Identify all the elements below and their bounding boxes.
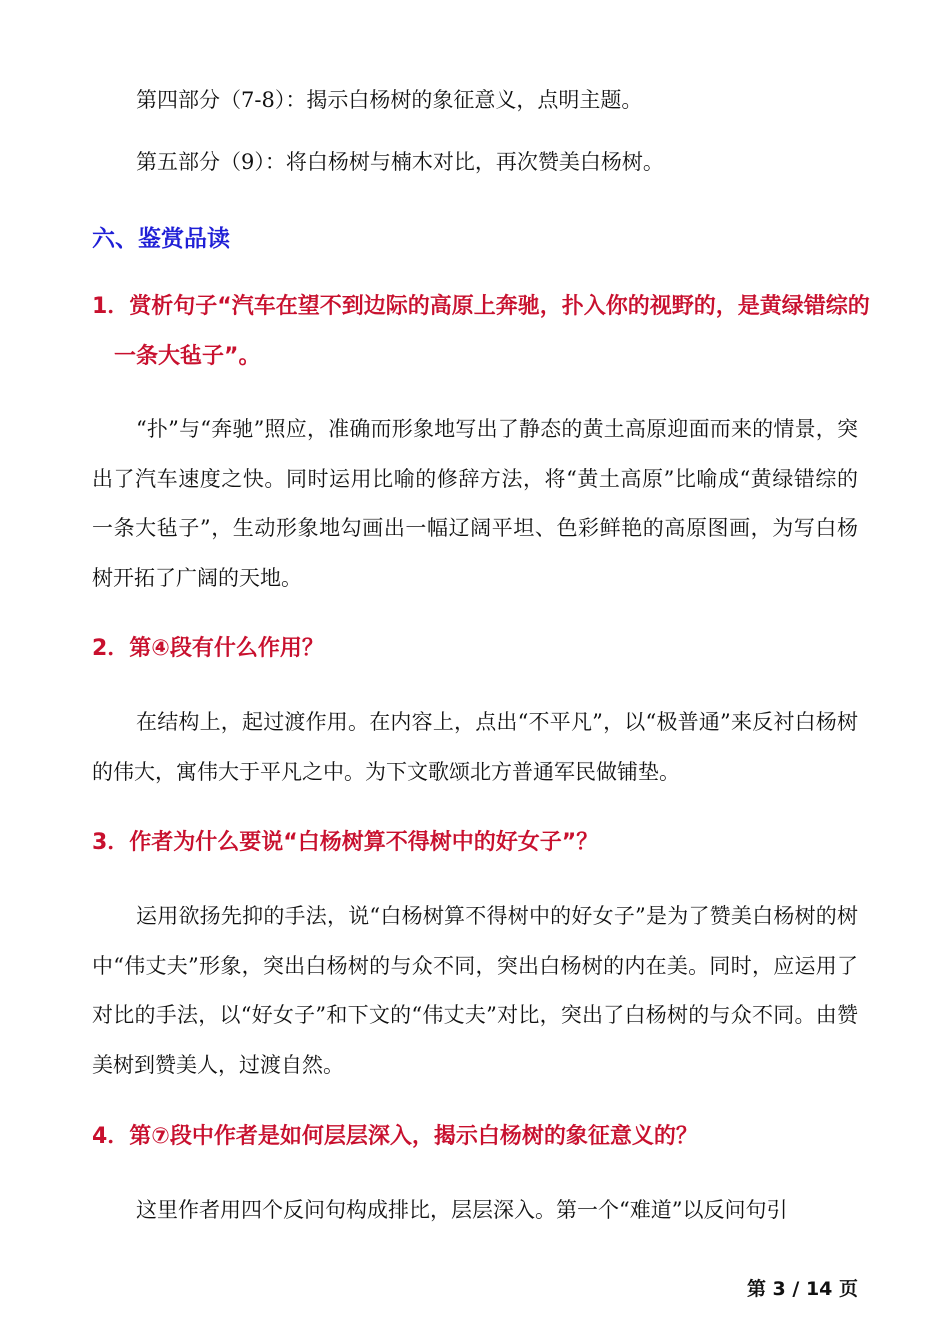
answer-paragraph-1: “扑”与“奔驰”照应，准确而形象地写出了静态的黄土高原迎面而来的情景，突出了汽车速度之快。同时运用比喻的修辞方法，将“黄土高原”比喻成“黄绿错综的一条大毡子”，生动形象地勾画出一幅辽阔平坦、色彩鲜艳的高原图画，为写白杨树开拓了广阔的天地。 xyxy=(92,417,858,590)
paragraph-part-four: 第四部分（7-8）：揭示白杨树的象征意义，点明主题。 xyxy=(136,88,643,112)
section-heading-appreciation: 六、鉴赏品读 xyxy=(92,226,230,252)
answer-paragraph-3: 运用欲扬先抑的手法，说“白杨树算不得树中的好女子”是为了赞美白杨树的树中“伟丈夫”形象，突出白杨树的与众不同，突出白杨树的内在美。同时，应运用了对比的手法，以“好女子”和下文的“伟丈夫”对比，突出了白杨树的与众不同。由赞美树到赞美人，过渡自然。 xyxy=(92,904,858,1077)
question-heading-4: 4．第⑦段中作者是如何层层深入，揭示白杨树的象征意义的？ xyxy=(92,1124,698,1149)
question-heading-3: 3．作者为什么要说“白杨树算不得树中的好女子”？ xyxy=(92,830,599,855)
question-heading-1: 1．赏析句子“汽车在望不到边际的高原上奔驰，扑入你的视野的，是黄绿错综的一条大毡子”。 xyxy=(92,294,870,369)
answer-paragraph-2: 在结构上，起过渡作用。在内容上，点出“不平凡”，以“极普通”来反衬白杨树的伟大，寓伟大于平凡之中。为下文歌颂北方普通军民做铺垫。 xyxy=(92,710,858,784)
question-heading-2: 2．第④段有什么作用？ xyxy=(92,636,324,661)
page-number-footer: 第 3 / 14 页 xyxy=(746,1278,858,1300)
paragraph-part-five: 第五部分（9）：将白杨树与楠木对比，再次赞美白杨树。 xyxy=(136,150,664,174)
answer-paragraph-4: 这里作者用四个反问句构成排比，层层深入。第一个“难道”以反问句引 xyxy=(136,1198,788,1222)
